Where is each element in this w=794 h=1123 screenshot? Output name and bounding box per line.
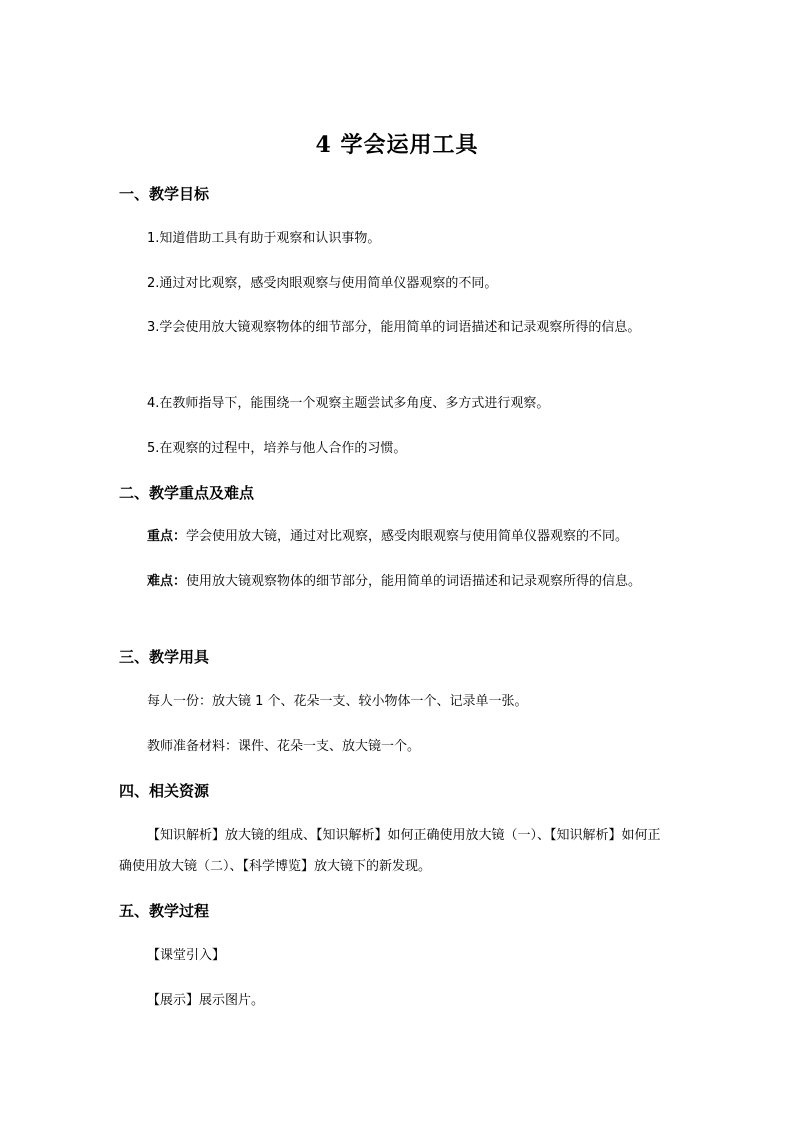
key-point-paragraph [119, 521, 671, 552]
objective-paragraph: 5.在观察的过程中，培养与他人合作的习惯。 [147, 441, 407, 456]
process-paragraph: 【课堂引入】 [147, 948, 226, 963]
difficult-point-text: 使用放大镜观察物体的细节部分，能用简单的词语描述和记录观察所得的信息。 [186, 574, 642, 589]
tools-paragraph: 每人一份：放大镜 1 个、花朵一支、较小物体一个、记录单一张。 [147, 694, 528, 709]
document-title: 4 学会运用工具 [315, 132, 479, 158]
section-heading-key-points: 二、教学重点及难点 [119, 484, 255, 502]
difficult-point-label: 难点： [147, 574, 187, 589]
key-point-label: 重点： [147, 529, 187, 544]
section-heading-objectives: 一、教学目标 [119, 185, 210, 203]
section-heading-process: 五、教学过程 [119, 902, 210, 920]
process-paragraph: 【展示】展示图片。 [147, 993, 265, 1008]
difficult-point-paragraph [119, 566, 671, 597]
key-point-text: 学会使用放大镜，通过对比观察，感受肉眼观察与使用简单仪器观察的不同。 [186, 529, 629, 544]
objective-paragraph: 2.通过对比观察，感受肉眼观察与使用简单仪器观察的不同。 [147, 276, 498, 291]
resources-paragraph: 【知识解析】放大镜的组成、【知识解析】如何正确使用放大镜（一）、【知识解析】如何正确使用放大镜（二）、【科学博览】放大镜下的新发现。 [119, 828, 661, 874]
objective-paragraph: 3.学会使用放大镜观察物体的细节部分，能用简单的词语描述和记录观察所得的信息。 [147, 320, 641, 335]
tools-paragraph: 教师准备材料：课件、花朵一支、放大镜一个。 [147, 739, 421, 754]
section-heading-teaching-tools: 三、教学用具 [119, 648, 210, 666]
objective-paragraph: 1.知道借助工具有助于观察和认识事物。 [147, 231, 381, 246]
objective-paragraph: 4.在教师指导下，能围绕一个观察主题尝试多角度、多方式进行观察。 [147, 396, 550, 411]
section-heading-resources: 四、相关资源 [119, 782, 210, 800]
